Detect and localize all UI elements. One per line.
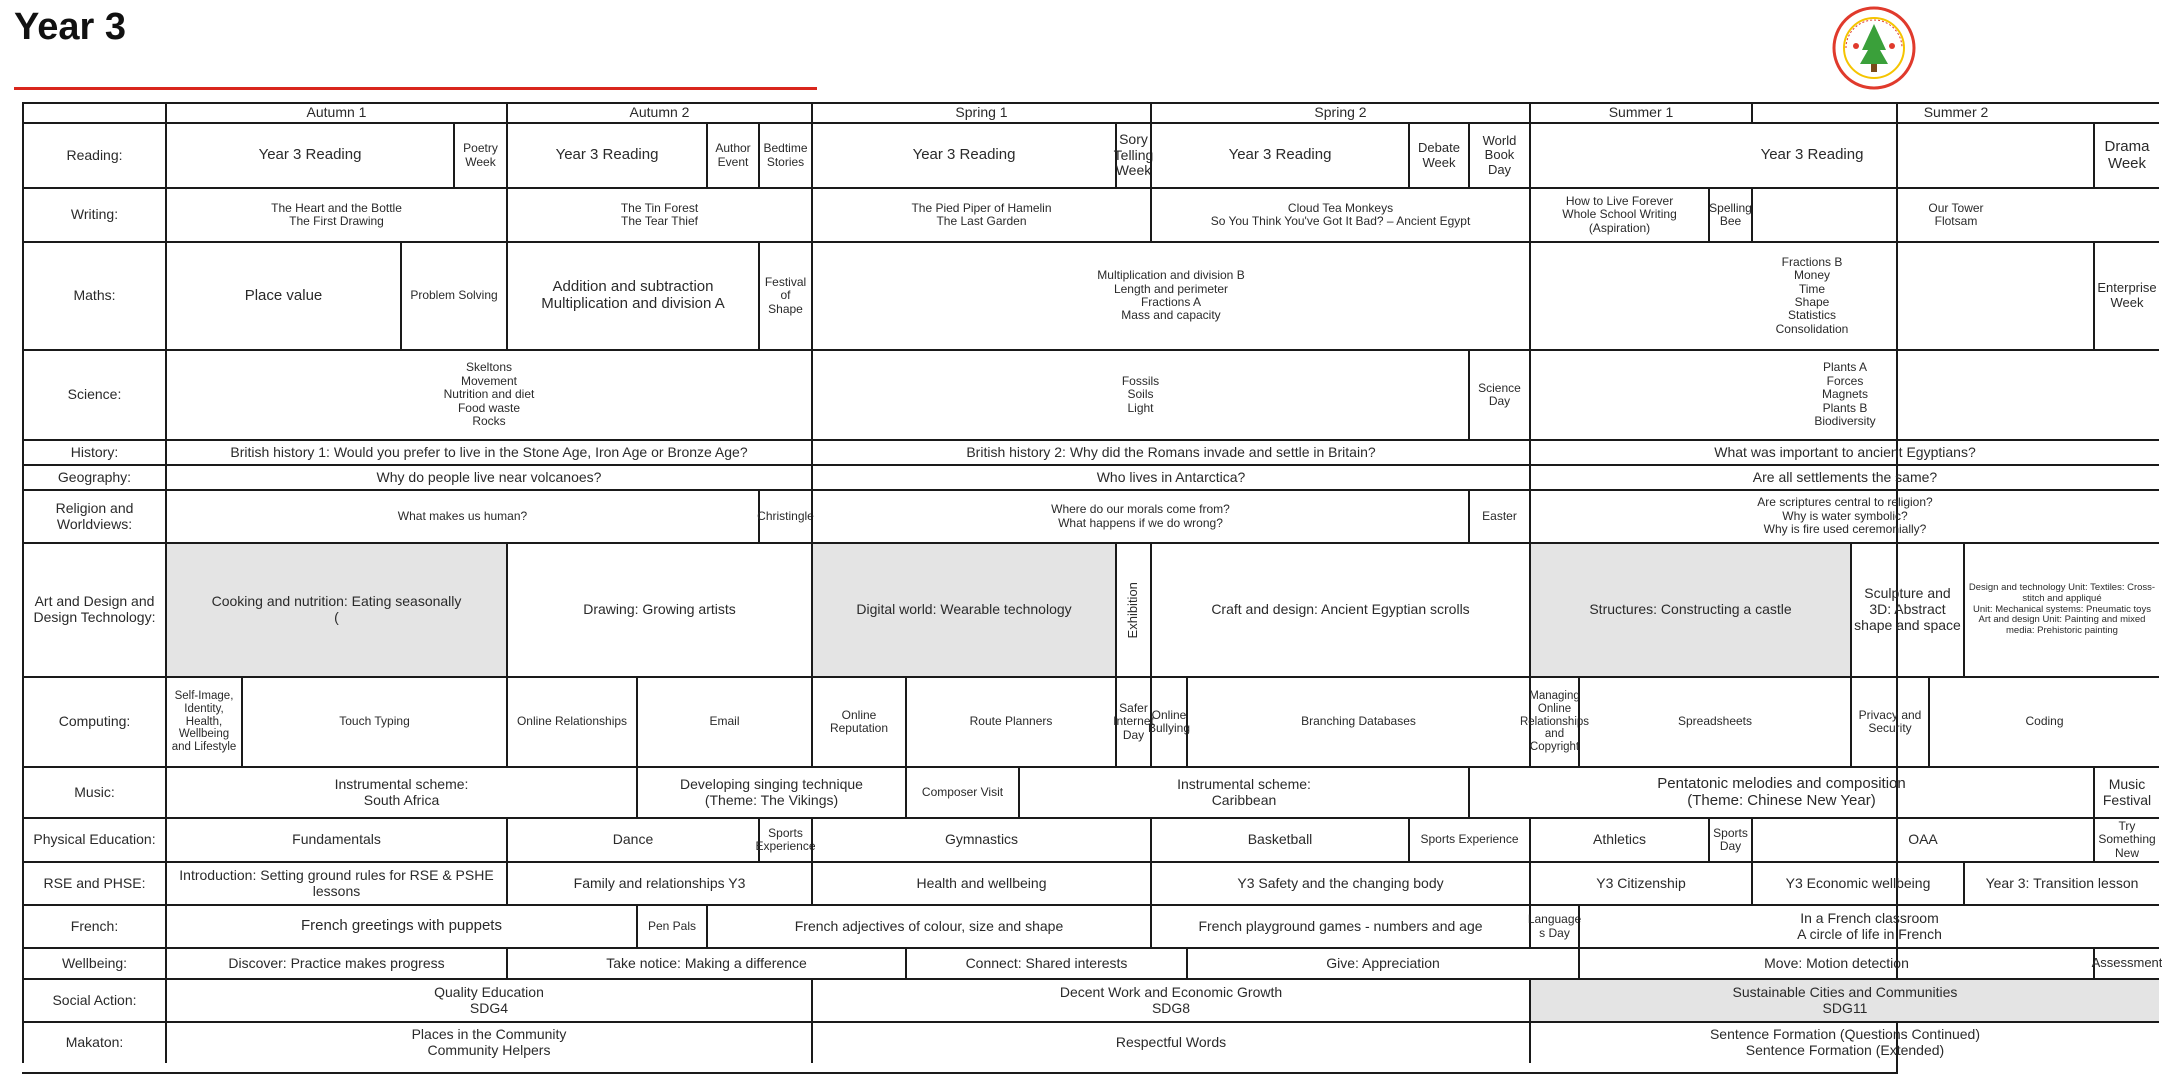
makaton-summer: Sentence Formation (Questions Continued) Sentence Formation (Extended) [1529,1021,2159,1063]
reading-drama-week: Drama Week [2093,122,2159,187]
french-adjectives: French adjectives of colour, size and shape [706,904,1150,947]
french-pen-pals: Pen Pals [636,904,706,947]
pe-sports-experience-2: Sports Experience [1408,817,1529,861]
religion-spring: Where do our morals come from? What happens if we do wrong? [811,489,1468,542]
music-singing-technique: Developing singing technique (Theme: The Vikings) [636,766,905,817]
computing-route-planners: Route Planners [905,676,1115,766]
history-summer: What was important to ancient Egyptians? [1529,439,2159,464]
art-spring-1: Digital world: Wearable technology [811,542,1115,676]
rse-transition: Year 3: Transition lesson [1963,861,2159,904]
geography-summer: Are all settlements the same? [1529,464,2159,489]
writing-summer-2: Our Tower Flotsam [1751,187,2159,241]
row-label-wellbeing: Wellbeing: [22,947,165,978]
makaton-spring: Respectful Words [811,1021,1529,1063]
science-summer: Plants A Forces Magnets Plants B Biodiversity [1529,349,2159,439]
pe-basketball: Basketball [1150,817,1408,861]
rse-spring-2: Y3 Safety and the changing body [1150,861,1529,904]
computing-branching-databases: Branching Databases [1186,676,1529,766]
term-summer-2: Summer 2 [1751,102,2159,122]
social-autumn: Quality Education SDG4 [165,978,811,1021]
art-summer-1: Structures: Constructing a castle [1529,542,1850,676]
row-label-music: Music: [22,766,165,817]
maths-problem-solving: Problem Solving [400,241,506,349]
art-sculpture: Sculpture and 3D: Abstract shape and space [1850,542,1963,676]
religion-summer: Are scriptures central to religion? Why is water symbolic? Why is fire used ceremonially? [1529,489,2159,542]
writing-autumn-2: The Tin Forest The Tear Thief [506,187,811,241]
reading-author-event: Author Event [706,122,758,187]
term-spring-1: Spring 1 [811,102,1150,122]
term-autumn-1: Autumn 1 [165,102,506,122]
pe-sports-experience-1: Sports Experience [758,817,811,861]
rse-summer-1: Y3 Citizenship [1529,861,1751,904]
reading-debate-week: Debate Week [1408,122,1468,187]
social-spring: Decent Work and Economic Growth SDG8 [811,978,1529,1021]
row-label-writing: Writing: [22,187,165,241]
science-spring: Fossils Soils Light [811,349,1468,439]
computing-managing-online: Managing Online Relationships and Copyright [1529,676,1578,766]
music-caribbean: Instrumental scheme: Caribbean [1018,766,1468,817]
row-label-social-action: Social Action: [22,978,165,1021]
writing-spelling-bee: Spelling Bee [1708,187,1751,241]
wellbeing-move: Move: Motion detection [1578,947,2093,978]
pe-oaa: OAA [1751,817,2093,861]
maths-autumn-2: Addition and subtraction Multiplication and division A [506,241,758,349]
row-label-geography: Geography: [22,464,165,489]
term-autumn-2: Autumn 2 [506,102,811,122]
maths-festival-of-shape: Festival of Shape [758,241,811,349]
reading-world-book-day: World Book Day [1468,122,1529,187]
row-label-history: History: [22,439,165,464]
wellbeing-give: Give: Appreciation [1186,947,1578,978]
history-spring: British history 2: Why did the Romans invade and settle in Britain? [811,439,1529,464]
writing-autumn-1: The Heart and the Bottle The First Drawing [165,187,506,241]
makaton-autumn: Places in the Community Community Helpers [165,1021,811,1063]
religion-easter: Easter [1468,489,1529,542]
term-spring-2: Spring 2 [1150,102,1529,122]
reading-summer: Year 3 Reading [1529,122,2093,187]
term-summer-1: Summer 1 [1529,102,1751,122]
french-playground-games: French playground games - numbers and age [1150,904,1529,947]
computing-spreadsheets: Spreadsheets [1578,676,1850,766]
pe-fundamentals: Fundamentals [165,817,506,861]
reading-spring-1: Year 3 Reading [811,122,1115,187]
pe-gymnastics: Gymnastics [811,817,1150,861]
computing-email: Email [636,676,811,766]
music-south-africa: Instrumental scheme: South Africa [165,766,636,817]
computing-online-bullying: Online Bullying [1150,676,1186,766]
row-label-makaton: Makaton: [22,1021,165,1063]
religion-autumn: What makes us human? [165,489,758,542]
rse-spring-1: Health and wellbeing [811,861,1150,904]
row-label-french: French: [22,904,165,947]
social-summer: Sustainable Cities and Communities SDG11 [1529,978,2159,1021]
maths-place-value: Place value [165,241,400,349]
pe-sports-day: Sports Day [1708,817,1751,861]
computing-touch-typing: Touch Typing [241,676,506,766]
row-label-maths: Maths: [22,241,165,349]
pe-athletics: Athletics [1529,817,1708,861]
computing-self-image: Self-Image, Identity, Health, Wellbeing and Lifestyle [165,676,241,766]
computing-privacy-security: Privacy and Security [1850,676,1928,766]
computing-safer-internet-day: Safer Internet Day [1115,676,1150,766]
science-autumn: Skeltons Movement Nutrition and diet Food waste Rocks [165,349,811,439]
history-autumn: British history 1: Would you prefer to live in the Stone Age, Iron Age or Bronze Age? [165,439,811,464]
wellbeing-discover: Discover: Practice makes progress [165,947,506,978]
reading-bedtime-stories: Bedtime Stories [758,122,811,187]
maths-summer: Fractions B Money Time Shape Statistics Consolidation [1529,241,2093,349]
computing-online-relationships: Online Relationships [506,676,636,766]
maths-spring: Multiplication and division B Length and perimeter Fractions A Mass and capacity [811,241,1529,349]
science-day: Science Day [1468,349,1529,439]
curriculum-grid [22,102,2162,1074]
pe-try-something-new: Try Something New [2093,817,2159,861]
geography-spring: Who lives in Antarctica? [811,464,1529,489]
wellbeing-assessment: Assessment [2093,947,2159,978]
music-festival: Music Festival [2093,766,2159,817]
french-languages-day: Language s Day [1529,904,1578,947]
music-pentatonic: Pentatonic melodies and composition (Theme: Chinese New Year) [1468,766,2093,817]
music-composer-visit: Composer Visit [905,766,1018,817]
wellbeing-connect: Connect: Shared interests [905,947,1186,978]
writing-summer-1: How to Live Forever Whole School Writing (Aspiration) [1529,187,1708,241]
french-greetings: French greetings with puppets [165,904,636,947]
corner-cell [22,102,165,122]
art-spring-2: Craft and design: Ancient Egyptian scrolls [1150,542,1529,676]
title-underline [14,87,817,90]
art-exhibition [1115,542,1150,676]
rse-autumn-1: Introduction: Setting ground rules for RSE & PSHE lessons [165,861,506,904]
maths-enterprise-week: Enterprise Week [2093,241,2159,349]
row-label-pe: Physical Education: [22,817,165,861]
row-label-religion: Religion and Worldviews: [22,489,165,542]
rse-autumn-2: Family and relationships Y3 [506,861,811,904]
pe-dance: Dance [506,817,758,861]
art-autumn-1: Cooking and nutrition: Eating seasonally ( [165,542,506,676]
wellbeing-take-notice: Take notice: Making a difference [506,947,905,978]
row-label-rse: RSE and PHSE: [22,861,165,904]
rse-economic-wellbeing: Y3 Economic wellbeing [1751,861,1963,904]
school-logo [1832,6,1916,90]
french-summer: In a French classroom A circle of life in French [1578,904,2159,947]
computing-online-reputation: Online Reputation [811,676,905,766]
reading-autumn-2: Year 3 Reading [506,122,706,187]
page-title: Year 3 [14,6,126,48]
computing-coding: Coding [1928,676,2159,766]
row-label-computing: Computing: [22,676,165,766]
geography-autumn: Why do people live near volcanoes? [165,464,811,489]
reading-story-telling-week: Sory Telling Week [1115,122,1150,187]
art-summer-2-units: Design and technology Unit: Textiles: Cross-stitch and appliqué Unit: Mechanical systems: Pneumatic toys Art and design Unit: Painting and mixed media: Prehistoric painting [1963,542,2159,676]
reading-spring-2: Year 3 Reading [1150,122,1408,187]
art-exhibition-label: Exhibition [1125,581,1141,639]
row-label-science: Science: [22,349,165,439]
religion-christingle: Christingle [758,489,811,542]
row-label-reading: Reading: [22,122,165,187]
reading-autumn-1: Year 3 Reading [165,122,453,187]
writing-spring-1: The Pied Piper of Hamelin The Last Garden [811,187,1150,241]
row-label-art-dt: Art and Design and Design Technology: [22,542,165,676]
writing-spring-2: Cloud Tea Monkeys So You Think You've Got It Bad? – Ancient Egypt [1150,187,1529,241]
art-autumn-2: Drawing: Growing artists [506,542,811,676]
reading-poetry-week: Poetry Week [453,122,506,187]
